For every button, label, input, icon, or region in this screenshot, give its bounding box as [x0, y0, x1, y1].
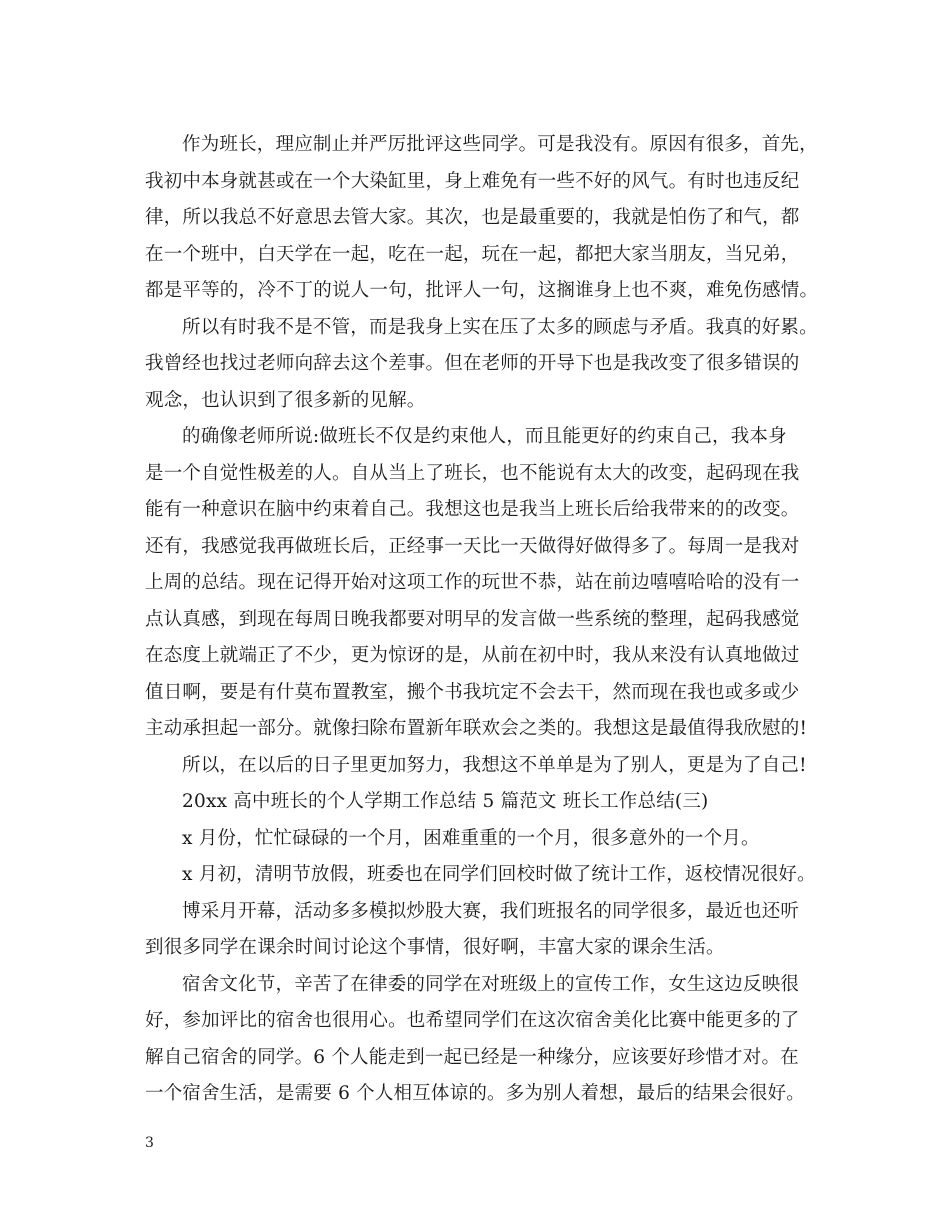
- text-line-2: 我初中本身就甚或在一个大染缸里，身上难免有一些不好的风气。有时也违反纪: [145, 170, 800, 192]
- text-line-3: 律，所以我总不好意思去管大家。其次，也是最重要的，我就是怕伤了和气，都: [145, 207, 800, 228]
- text-line-23: 到很多同学在课余时间讨论这个事情，很好啊，丰富大家的课余生活。: [145, 937, 725, 958]
- text-line-27: 一个宿舍生活，是需要 6 个人相互体谅的。多为别人着想，最后的结果会很好。: [145, 1083, 805, 1104]
- text-line-17: 主动承担起一部分。就像扫除布置新年联欢会之类的。我想这是最值得我欣慰的!: [145, 718, 808, 739]
- text-line-11: 能有一种意识在脑中约束着自己。我想这也是我当上班长后给我带来的的改变。: [145, 499, 800, 520]
- text-line-20: x 月份，忙忙碌碌的一个月，困难重重的一个月，很多意外的一个月。: [182, 827, 760, 849]
- text-line-5: 都是平等的，冷不丁的说人一句，批评人一句，这搁谁身上也不爽，难免伤感情。: [145, 280, 819, 301]
- text-line-22: 博采月开幕，活动多多模拟炒股大赛，我们班报名的同学很多，最近也还听: [182, 900, 800, 922]
- text-line-24: 宿舍文化节，辛苦了在律委的同学在对班级上的宣传工作，女生这边反映很: [182, 973, 800, 995]
- body-text: [145, 127, 819, 1113]
- text-line-21: x 月初，清明节放假，班委也在同学们回校时做了统计工作，返校情况很好。: [182, 864, 816, 885]
- text-line-14: 点认真感，到现在每周日晚我都要对明早的发言做一些系统的整理，起码我感觉: [145, 608, 800, 630]
- page-number: 3: [145, 1135, 154, 1151]
- text-line-25: 好，参加评比的宿舍也很用心。也希望同学们在这次宿舍美化比赛中能更多的了: [145, 1010, 800, 1031]
- text-line-4: 在一个班中，白天学在一起，吃在一起，玩在一起，都把大家当朋友，当兄弟，: [145, 243, 800, 265]
- text-line-12: 还有，我感觉我再做班长后，正经事一天比一天做得好做得多了。每周一是我对: [145, 535, 800, 557]
- text-line-9: 的确像老师所说:做班长不仅是约束他人，而且能更好的约束自己，我本身: [182, 426, 787, 447]
- text-line-10: 是一个自觉性极差的人。自从当上了班长，也不能说有太大的改变，起码现在我: [145, 462, 800, 484]
- text-line-13: 上周的总结。现在记得开始对这项工作的玩世不恭，站在前边嘻嘻哈哈的没有一: [145, 572, 800, 593]
- text-line-15: 在态度上就端正了不少，更为惊讶的是，从前在初中时，我从来没有认真地做过: [145, 645, 800, 666]
- text-line-8: 观念，也认识到了很多新的见解。: [145, 389, 426, 411]
- section-heading: 20xx 高中班长的个人学期工作总结 5 篇范文 班长工作总结(三): [182, 791, 709, 812]
- text-line-16: 值日啊，要是有什莫布置教室，搬个书我坑定不会去干，然而现在我也或多或少: [145, 681, 800, 703]
- text-line-7: 我曾经也找过老师向辞去这个差事。但在老师的开导下也是我改变了很多错误的: [145, 353, 800, 374]
- text-line-26: 解自己宿舍的同学。6 个人能走到一起已经是一种缘分，应该要好珍惜才对。在: [145, 1046, 799, 1068]
- text-line-1: 作为班长，理应制止并严厉批评这些同学。可是我没有。原因有很多，首先，: [182, 134, 818, 155]
- text-line-18: 所以，在以后的日子里更加努力，我想这不单单是为了别人，更是为了自己!: [182, 754, 807, 776]
- text-line-6: 所以有时我不是不管，而是我身上实在压了太多的顾虑与矛盾。我真的好累。: [182, 316, 818, 338]
